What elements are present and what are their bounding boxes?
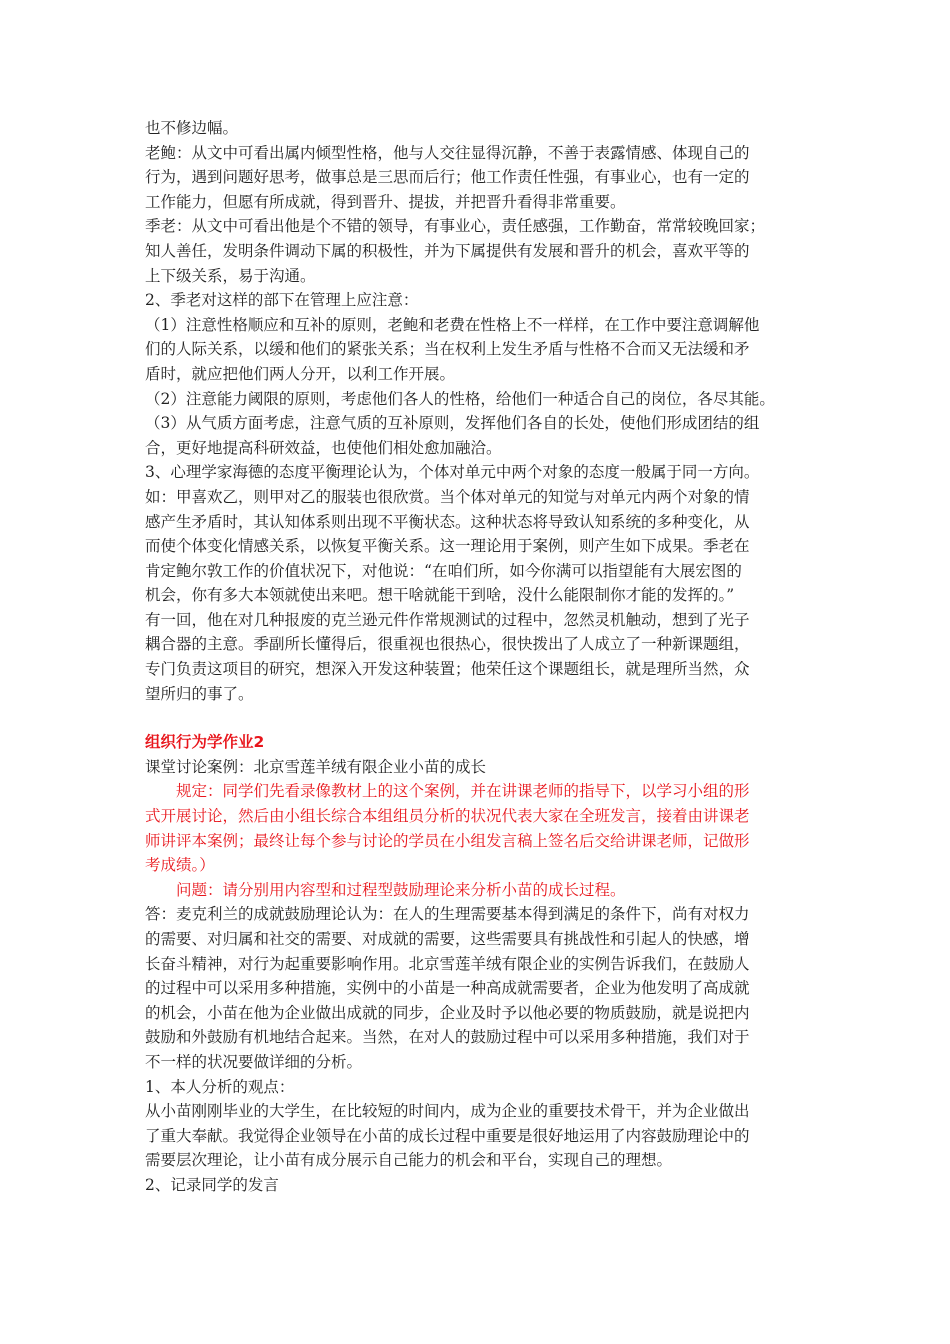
text-line: 而使个体变化情感关系，以恢复平衡关系。这一理论用于案例，则产生如下成果。季老在: [145, 537, 750, 556]
answer-line: 不一样的状况要做详细的分析。: [145, 1052, 363, 1071]
text-line: 机会，你有多大本领就使出来吧。想干啥就能干到啥，没什么能限制你才能的发挥的。”: [145, 586, 735, 605]
text-line: 工作能力，但愿有所成就，得到晋升、提拔，并把晋升看得非常重要。: [145, 192, 626, 211]
text-line: 季老：从文中可看出他是个不错的领导，有事业心，责任感强，工作勤奋，常常较晚回家；: [145, 217, 766, 236]
answer-line: 的机会，小苗在他为企业做出成就的同步，企业及时予以他必要的物质鼓励，就是说把内: [145, 1003, 750, 1022]
text-line: 有一回，他在对几种报废的克兰逊元件作常规测试的过程中，忽然灵机触动，想到了光子: [145, 610, 750, 629]
requirement-line: 式开展讨论，然后由小组长综合本组组员分析的状况代表大家在全班发言，接着由讲课老: [145, 807, 750, 826]
document-page: [145, 116, 815, 1198]
text-line: 也不修边幅。: [145, 119, 239, 137]
text-line: 耦合器的主意。季副所长懂得后，很重视也很热心，很快拨出了人成立了一种新课题组，: [145, 635, 750, 654]
requirement-line: 师讲评本案例；最终让每个参与讨论的学员在小组发言稿上签名后交给讲课老师，记做形: [145, 831, 750, 850]
section-assignment-2: [145, 730, 815, 1197]
case-title: 课堂讨论案例：北京雪莲羊绒有限企业小苗的成长: [145, 757, 487, 776]
assignment-heading: 组织行为学作业2: [145, 733, 265, 752]
text-line: 知人善任，发明条件调动下属的积极性，并为下属提供有发展和晋升的机会，喜欢平等的: [145, 241, 750, 260]
text-line: （2）注意能力阈限的原则，考虑他们各人的性格，给他们一种适合自己的岗位，各尽其能。: [145, 389, 775, 408]
answer-line: 长奋斗精神，对行为起重要影响作用。北京雪莲羊绒有限企业的实例告诉我们，在鼓励人: [145, 954, 750, 973]
text-line: 望所归的事了。: [145, 684, 254, 703]
question-line: 问题：请分别用内容型和过程型鼓励理论来分析小苗的成长过程。: [176, 880, 626, 899]
answer-line: 2、记录同学的发言: [145, 1175, 279, 1194]
text-line: 老鲍：从文中可看出属内倾型性格，他与人交往显得沉静，不善于表露情感、体现自己的: [145, 143, 750, 162]
answer-line: 1、本人分析的观点：: [145, 1077, 295, 1096]
text-line: 行为，遇到问题好思考，做事总是三思而后行；他工作责任性强，有事业心，也有一定的: [145, 168, 750, 187]
answer-line: 需要层次理论，让小苗有成分展示自己能力的机会和平台，实现自己的理想。: [145, 1151, 673, 1170]
text-line: （3）从气质方面考虑，注意气质的互补原则，发挥他们各自的长处，使他们形成团结的组: [145, 414, 760, 433]
text-line: 盾时，就应把他们两人分开，以利工作开展。: [145, 364, 456, 383]
answer-line: 的过程中可以采用多种措施，实例中的小苗是一种高成就需要者，企业为他发明了高成就: [145, 979, 750, 998]
requirement-line: 规定：同学们先看录像教材上的这个案例，并在讲课老师的指导下，以学习小组的形: [176, 782, 750, 801]
requirement-line: 考成绩。）: [145, 856, 215, 875]
text-line: 合，更好地提高科研效益，也使他们相处愈加融洽。: [145, 438, 502, 457]
answer-line: 鼓励和外鼓励有机地结合起来。当然，在对人的鼓励过程中可以采用多种措施，我们对于: [145, 1028, 750, 1047]
answer-line: 了重大奉献。我觉得企业领导在小苗的成长过程中重要是很好地运用了内容鼓励理论中的: [145, 1126, 750, 1145]
section-analysis: [145, 116, 815, 706]
text-line: （1）注意性格顺应和互补的原则，老鲍和老费在性格上不一样样，在工作中要注意调解他: [145, 315, 760, 334]
answer-line: 答：麦克利兰的成就鼓励理论认为：在人的生理需要基本得到满足的条件下，尚有对权力: [145, 905, 750, 924]
text-line: 上下级关系，易于沟通。: [145, 266, 316, 285]
text-line: 3、心理学家海德的态度平衡理论认为，个体对单元中两个对象的态度一般属于同一方向。: [145, 463, 760, 482]
answer-line: 从小苗刚刚毕业的大学生，在比较短的时间内，成为企业的重要技术骨干，并为企业做出: [145, 1102, 750, 1121]
text-line: 2、季老对这样的部下在管理上应注意：: [145, 291, 419, 310]
text-line: 们的人际关系，以缓和他们的紧张关系；当在权利上发生矛盾与性格不合而又无法缓和矛: [145, 340, 750, 359]
text-line: 专门负责这项目的研究，想深入开发这种装置；他荣任这个课题组长，就是理所当然，众: [145, 660, 750, 679]
text-line: 如：甲喜欢乙，则甲对乙的服装也很欣赏。当个体对单元的知觉与对单元内两个对象的情: [145, 487, 750, 506]
text-line: 感产生矛盾时，其认知体系则出现不平衡状态。这种状态将导致认知系统的多种变化，从: [145, 512, 750, 531]
text-line: 肯定鲍尔敦工作的价值状况下，对他说：“在咱们所，如今你满可以指望能有大展宏图的: [145, 561, 742, 580]
answer-line: 的需要、对归属和社交的需要、对成就的需要，这些需要具有挑战性和引起人的快感，增: [145, 930, 750, 948]
paragraph-gap: [145, 706, 815, 730]
